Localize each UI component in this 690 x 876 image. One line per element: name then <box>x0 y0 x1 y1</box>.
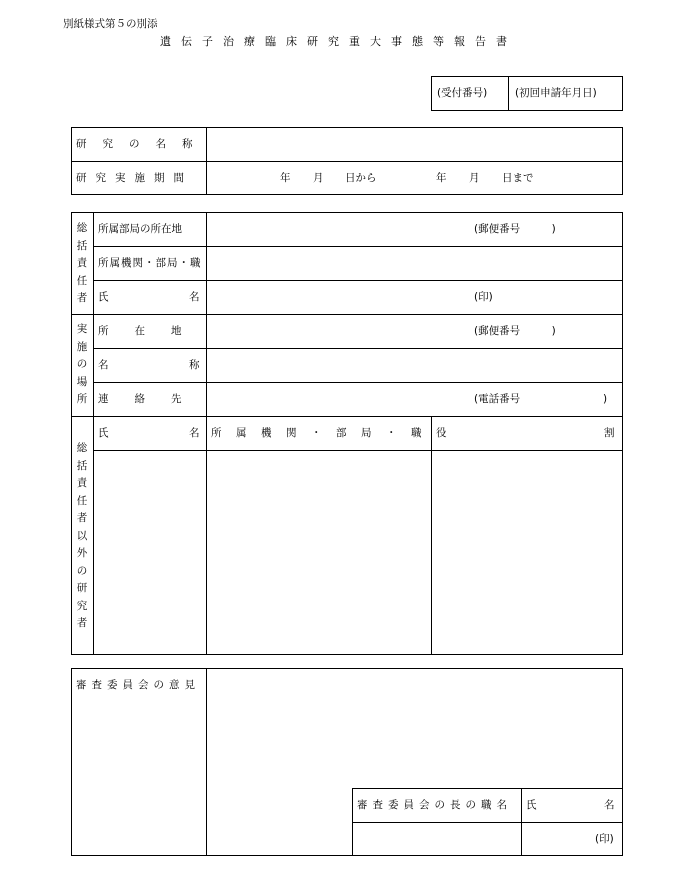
others-col-name-a: 氏 <box>98 427 109 439</box>
others-col-role-a: 役 <box>436 427 447 439</box>
site-name-label-b: 称 <box>189 359 200 371</box>
period-to: 日まで <box>502 172 534 184</box>
site-phone-label: (電話番号 <box>474 393 521 405</box>
site-group-label: 実 施 の 場 所 <box>76 323 88 405</box>
pi-postal-code: (郵便番号 ) <box>474 223 556 235</box>
site-postal-code: (郵便番号 ) <box>474 325 556 337</box>
study-period-label: 研究実施期間 <box>76 172 193 184</box>
period-from: 日から <box>345 172 377 184</box>
review-chair-name-a: 氏 <box>526 799 537 811</box>
review-section <box>71 668 623 856</box>
pi-name-label-b: 名 <box>189 291 200 303</box>
period-year-1: 年 <box>280 172 291 184</box>
review-chair-title-label: 審査委員会の長の職名 <box>357 799 512 811</box>
pi-address-label: 所属部局の所在地 <box>98 223 182 235</box>
receipt-number-label: (受付番号) <box>437 87 488 99</box>
first-application-date-label: (初回申請年月日) <box>515 87 597 99</box>
site-location-label: 所在地 <box>98 325 208 337</box>
review-opinion-label: 審査委員会の意見 <box>76 679 200 691</box>
period-year-2: 年 <box>436 172 447 184</box>
study-name-label: 研究の名称 <box>76 138 209 150</box>
site-phone-close: ) <box>603 393 608 405</box>
other-researchers-group-label: 総 括 責 任 者 以 外 の 研 究 者 <box>76 442 88 629</box>
site-name-label-a: 名 <box>98 359 109 371</box>
others-col-name-b: 名 <box>189 427 200 439</box>
form-reference: 別紙様式第５の別添 <box>63 18 158 30</box>
pi-seal: (印) <box>474 291 493 303</box>
site-contact-label: 連絡先 <box>98 393 208 405</box>
page-title: 遺伝子治療臨床研究重大事態等報告書 <box>160 35 517 48</box>
pi-name-label-a: 氏 <box>98 291 109 303</box>
others-col-affiliation: 所属機関・部局・職 <box>211 427 436 439</box>
pi-affiliation-label: 所属機関・部局・職 <box>98 257 202 269</box>
review-chair-name-b: 名 <box>604 799 615 811</box>
review-chair-seal: (印) <box>595 833 614 845</box>
period-month-1: 月 <box>313 172 324 184</box>
others-col-role-b: 割 <box>604 427 615 439</box>
period-month-2: 月 <box>469 172 480 184</box>
pi-group-label: 総 括 責 任 者 <box>76 222 88 304</box>
